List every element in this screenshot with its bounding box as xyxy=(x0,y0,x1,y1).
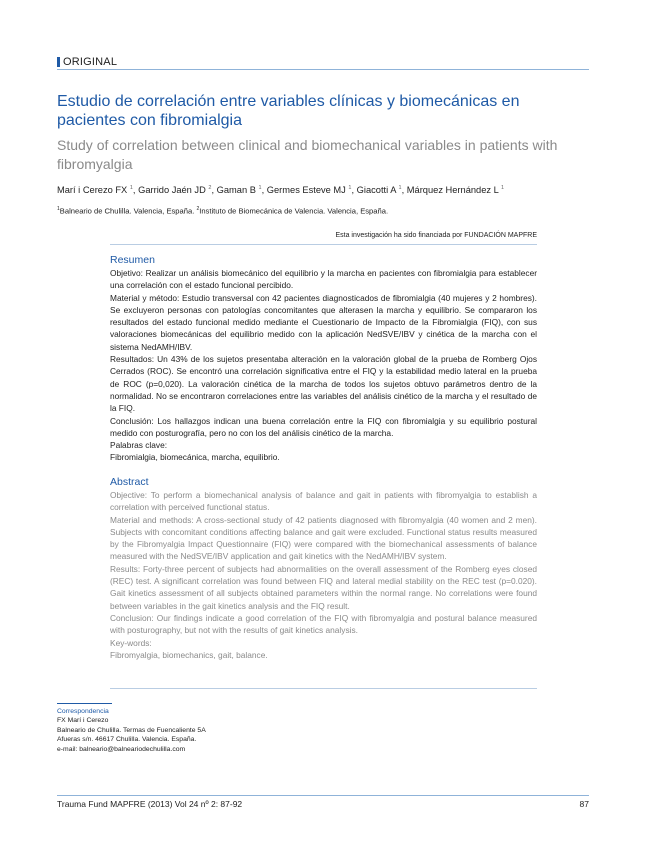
title-english: Study of correlation between clinical and biomechanical variables in patients with fibromyalgia xyxy=(57,137,558,172)
correspondence-email[interactable]: e-mail: balneario@balneariodechulilla.com xyxy=(57,745,186,753)
author: Márquez Hernández L $^1$ xyxy=(406,185,505,196)
section-label: ORIGINAL xyxy=(63,56,118,68)
resumen-heading: Resumen xyxy=(110,254,155,266)
abstract-keywords: Fibromyalgia, biomechanics, gait, balance. xyxy=(110,649,268,660)
journal-citation: Trauma Fund MAPFRE (2013) Vol 24 nº 2: 87-92 xyxy=(57,799,243,809)
title-spanish: Estudio de correlación entre variables clínicas y biomecánicas en pacientes con fibromialgia xyxy=(57,93,520,129)
resumen-resultados: Resultados: Un 43% de los sujetos presentaba alteración en la valoración global de la prueba de Romberg Ojos Cerrados (ROC). Se encontró una correlación significativa entre el FIQ y la estabilidad medio lateral en la prueba de ROC (p=0,020). La valoración cinética de la marcha de todos los sujetos obtuvo parámetros dentro de la normalidad. No se encontraron correlaciones entre las variables del análisis cinético de la marcha y el resultado de la FIQ. xyxy=(110,354,537,414)
affiliation: Balneario de Chulilla. Valencia, España. xyxy=(59,206,195,216)
correspondence-heading: Correspondencia xyxy=(57,708,109,715)
correspondence-divider xyxy=(57,703,112,704)
correspondence-city: Afueras s/n. 46617 Chulilla. Valencia. España. xyxy=(57,736,197,744)
author: Giacotti A $^1$, xyxy=(356,185,405,196)
abstract-methods: Material and methods: A cross-sectional study of 42 patients diagnosed with fibromyalgia (40 women and 2 men). Subjects with concomitant conditions affecting balance and gait were excluded. Functional status results measured by the Fibromyalgia Impact Questionnaire (FIQ) were compared with the biomechanical assessments of balance measured with the NedSVE/IBV application and gait kinetics with the NedAMH/IBV system. xyxy=(110,514,537,562)
abstract-keywords-label: Key-words: xyxy=(110,637,152,648)
abstract-results: Results: Forty-three percent of subjects had abnormalities on the overall assessment of the Romberg eyes closed (REC) test. A significant correlation was found between FIQ and lateral medial stability on the REC test (p=0.020). Gait kinetics assessment of all subjects obtained parameters within the normal range. No correlations were found between variables in the gait kinetics analysis and the FIQ result. xyxy=(110,563,537,611)
correspondence-block xyxy=(57,707,206,754)
abstract-body xyxy=(110,489,537,661)
abstract-conclusion: Conclusion: Our findings indicate a good correlation of the FIQ with fibromyalgia and postural balance measured with posturography, but not with the results of gait kinetics analysis. xyxy=(110,612,537,636)
footer-divider xyxy=(57,795,589,796)
resumen-conclusion: Conclusión: Los hallazgos indican una buena correlación entre la FIQ con fibromialgia y su equilibrio postural medido con posturografía, pero no con los del análisis cinético de la marcha. xyxy=(110,415,537,438)
abstract-heading: Abstract xyxy=(110,476,149,488)
author: Gaman B $^1$, xyxy=(216,185,265,196)
page-number: 87 xyxy=(579,799,589,809)
header-divider xyxy=(57,69,589,70)
author: Garrido Jaén JD $^2$, xyxy=(138,185,215,196)
resumen-objetivo: Objetivo: Realizar un análisis biomecánico del equilibrio y la marcha en pacientes con fibromialgia para establecer una correlación con el estado funcional percibido. xyxy=(110,268,537,291)
author: Marí i Cerezo FX $^1$, xyxy=(57,185,136,196)
funding-note: Esta investigación ha sido financiada por FUNDACIÓN MAPFRE xyxy=(335,232,537,239)
affiliation: Instituto de Biomecánica de Valencia. Valencia, España. xyxy=(199,206,389,216)
resumen-material: Material y método: Estudio transversal con 42 pacientes diagnosticados de fibromialgia (40 mujeres y 2 hombres). Se excluyeron personas con patologías concomitantes que alterasen la marcha y equilibrio. Se compararon los resultados del estado funcional medido mediante el Cuestionario de Impacto de la Fibromialgia (FIQ), con sus valoraciones biomecánicas del equilibrio medido con la aplicación NedSVE/IBV y cinética de la marcha con el sistema NedAMH/IBV. xyxy=(110,292,537,352)
resumen-keywords-label: Palabras clave: xyxy=(110,440,168,451)
section-tag xyxy=(57,56,117,68)
abstract-objective: Objective: To perform a biomechanical analysis of balance and gait in patients with fibromyalgia to establish a correlation with perceived functional status. xyxy=(110,490,537,513)
funding-divider xyxy=(110,244,537,245)
correspondence-address: Balneario de Chulilla. Termas de Fuencaliente 5A xyxy=(57,726,206,734)
author-list xyxy=(57,185,587,195)
abstract-divider xyxy=(110,688,537,689)
section-bar-marker xyxy=(57,57,60,67)
resumen-keywords: Fibromialgia, biomecánica, marcha, equilibrio. xyxy=(110,452,280,463)
author: Germes Esteve MJ $^1$, xyxy=(266,185,355,196)
resumen-body xyxy=(110,267,537,464)
correspondence-name: FX Marí i Cerezo xyxy=(57,717,109,725)
affiliations: $^1$Balneario de Chulilla. Valencia, España. $^2$Instituto de Biomecánica de Valencia. Valencia, España. xyxy=(57,206,389,216)
